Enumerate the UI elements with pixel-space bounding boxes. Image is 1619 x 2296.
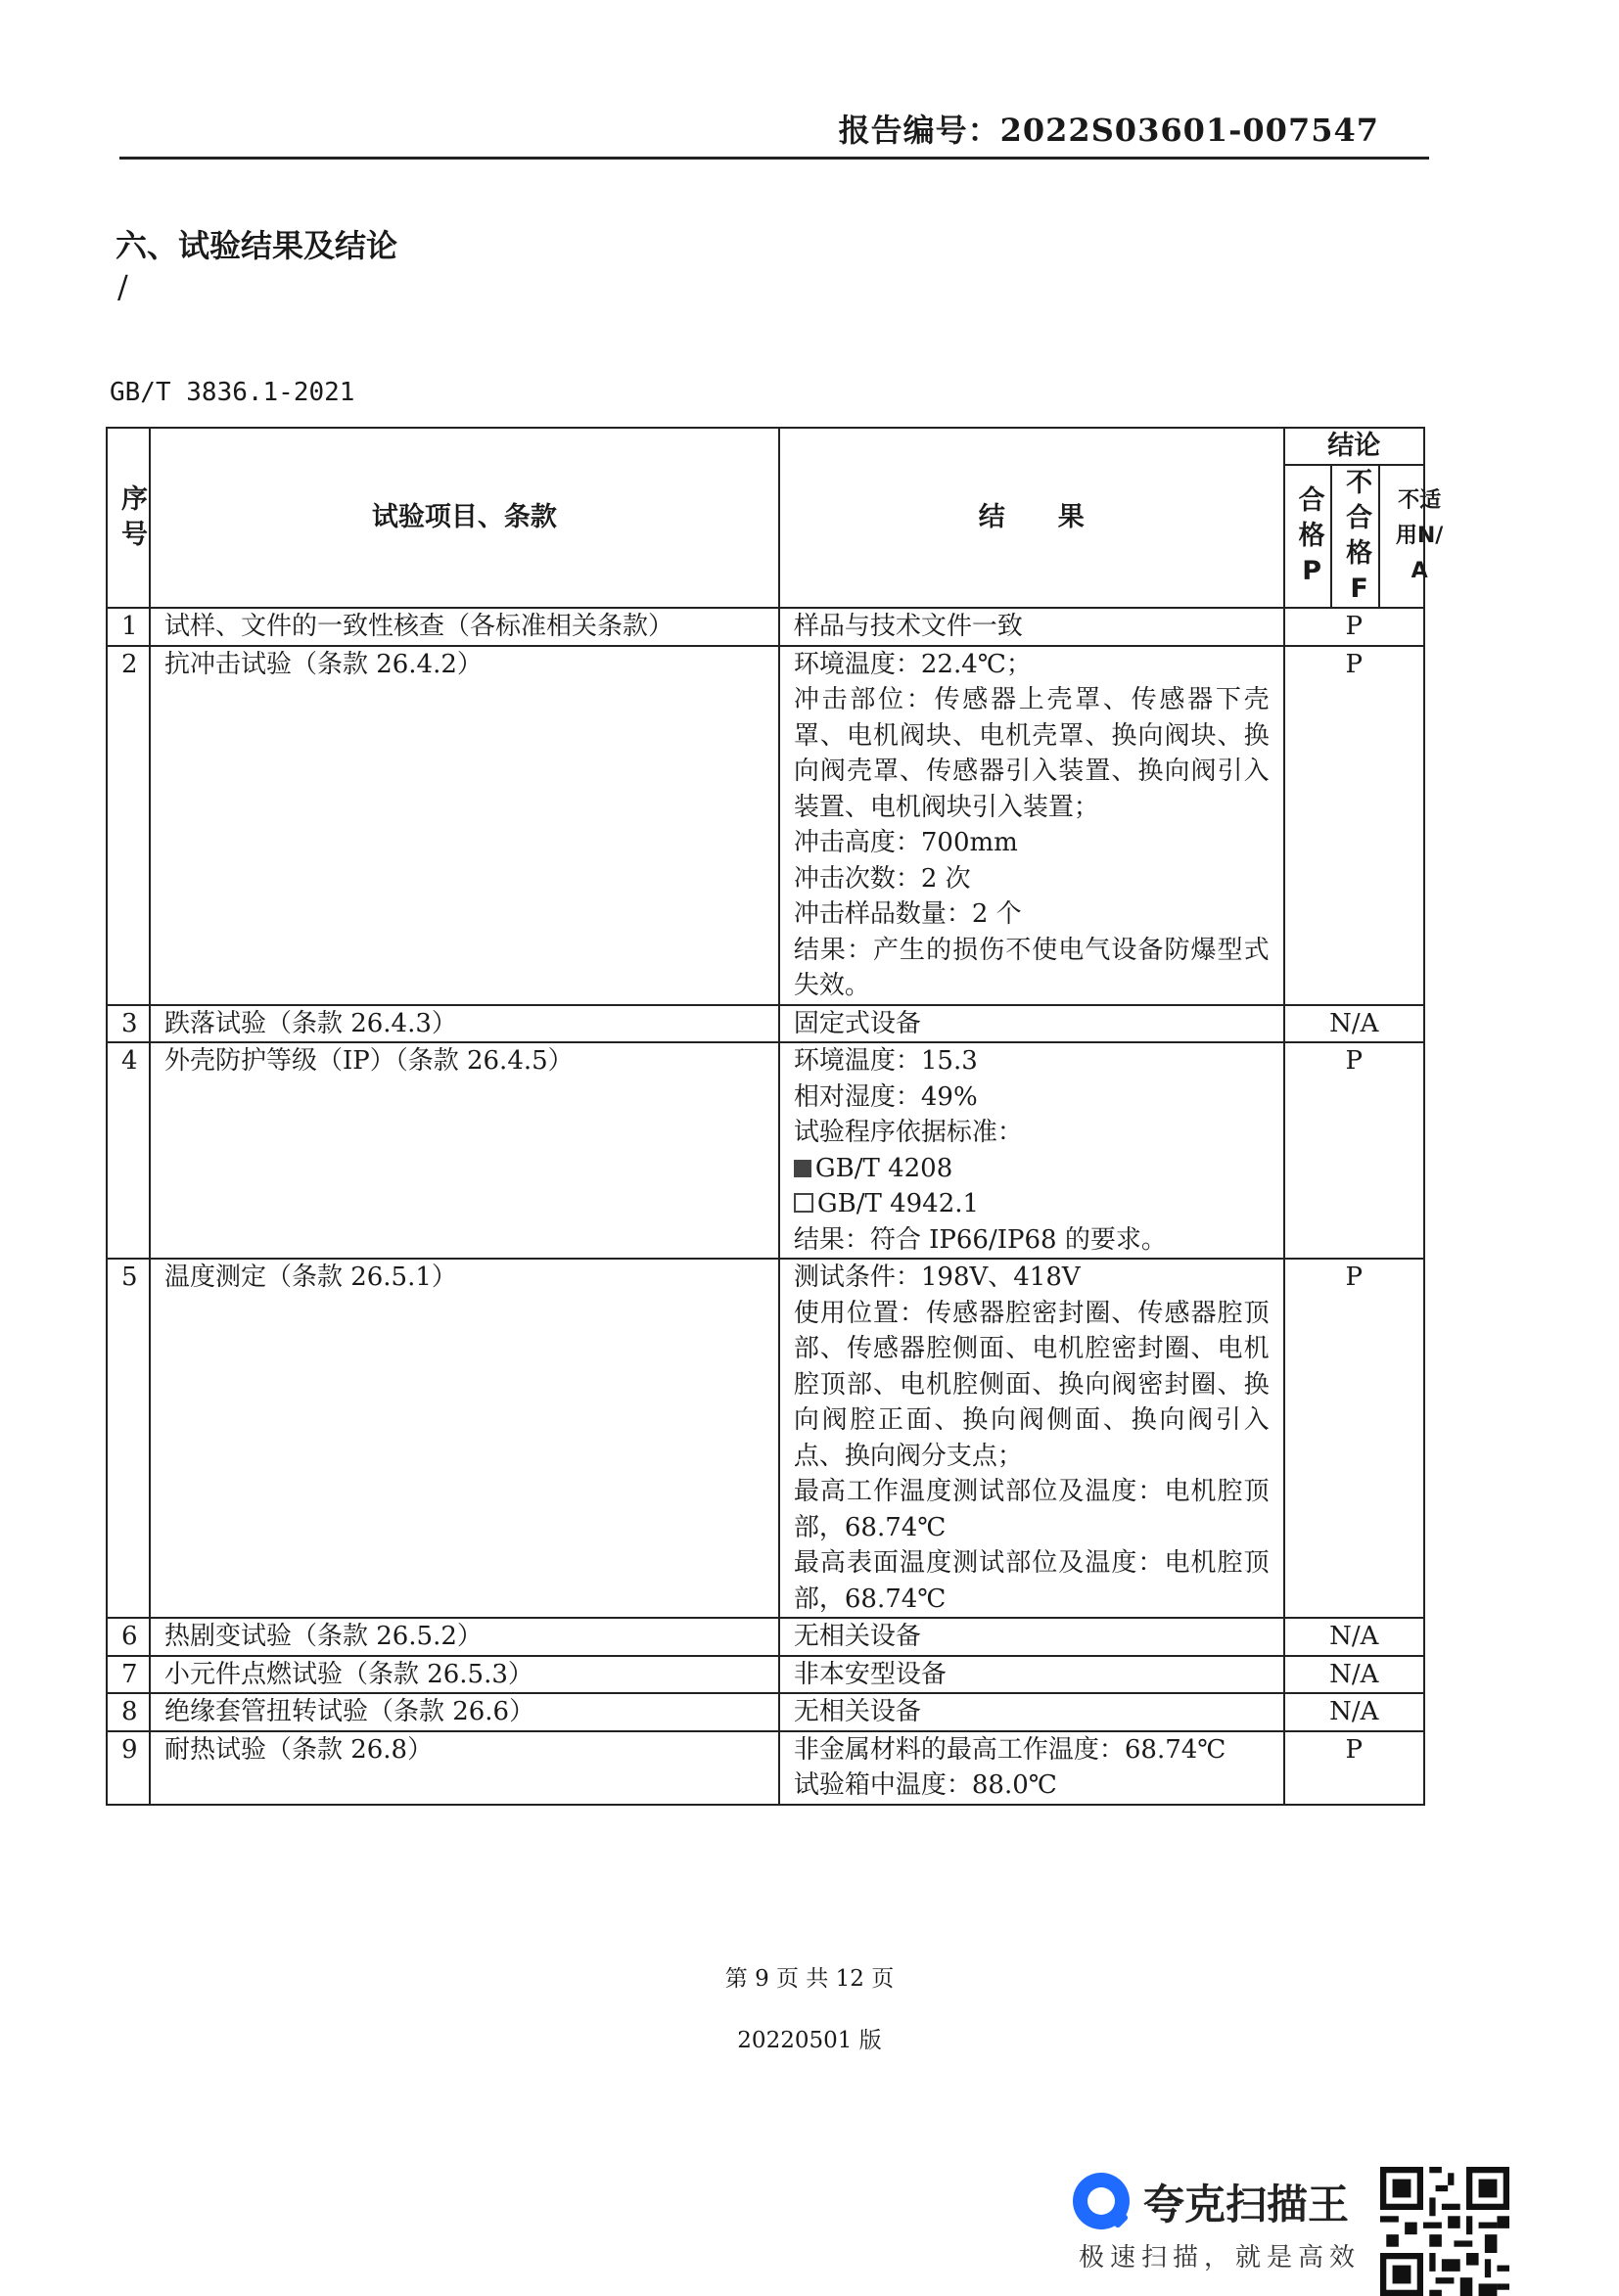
table-row	[107, 1259, 1424, 1618]
result-line: 非本安型设备	[793, 1659, 947, 1689]
header-no-text: 序号	[121, 484, 148, 550]
row-conclusion: P	[1284, 646, 1424, 1005]
result-line: 结果：产生的损伤不使电气设备防爆型式失效。	[793, 935, 1270, 1000]
result-line: 环境温度：15.3	[793, 1046, 978, 1076]
checkbox-unchecked-icon	[794, 1193, 813, 1213]
row-number: 7	[107, 1656, 150, 1694]
header-na-text: 不适用N/A	[1395, 488, 1444, 583]
standard-id: GB/T 3836.1-2021	[110, 378, 355, 407]
header-na	[1379, 465, 1444, 608]
row-conclusion: N/A	[1284, 1656, 1424, 1694]
row-result	[779, 1259, 1284, 1618]
header-fail-text: 不合格F	[1346, 468, 1373, 604]
result-line: 无相关设备	[793, 1697, 921, 1726]
result-line: 非金属材料的最高工作温度：68.74℃	[793, 1734, 1226, 1765]
row-result	[779, 1005, 1284, 1043]
section-slash: /	[117, 268, 128, 305]
row-conclusion: P	[1284, 1731, 1424, 1805]
result-line: 试验箱中温度：88.0℃	[793, 1770, 1057, 1800]
section-title: 六、试验结果及结论	[116, 227, 398, 264]
row-item: 小元件点燃试验（条款 26.5.3）	[150, 1656, 779, 1694]
row-number: 3	[107, 1005, 150, 1043]
table-row	[107, 1005, 1424, 1043]
result-line: 固定式设备	[793, 1008, 921, 1038]
row-item: 绝缘套管扭转试验（条款 26.6）	[150, 1693, 779, 1731]
row-conclusion: P	[1284, 608, 1424, 646]
checkbox-checked-icon	[794, 1160, 811, 1177]
row-item: 抗冲击试验（条款 26.4.2）	[150, 646, 779, 1005]
row-number: 6	[107, 1618, 150, 1656]
row-conclusion: N/A	[1284, 1005, 1424, 1043]
result-line: 使用位置：传感器腔密封圈、传感器腔顶部、传感器腔侧面、电机腔密封圈、电机腔顶部、电机腔侧面、换向阀密封圈、换向阀腔正面、换向阀侧面、换向阀引入点、换向阀分支点；	[793, 1298, 1270, 1471]
row-conclusion: N/A	[1284, 1618, 1424, 1656]
row-result	[779, 1618, 1284, 1656]
result-line: 样品与技术文件一致	[793, 612, 1023, 641]
row-item: 耐热试验（条款 26.8）	[150, 1731, 779, 1805]
row-item: 热剧变试验（条款 26.5.2）	[150, 1618, 779, 1656]
result-line: 冲击次数：2 次	[793, 863, 971, 894]
row-conclusion: N/A	[1284, 1693, 1424, 1731]
table-row	[107, 1693, 1424, 1731]
row-result	[779, 1042, 1284, 1259]
table-row	[107, 1656, 1424, 1694]
result-line: 环境温度：22.4℃；	[793, 649, 1032, 679]
report-number-value: 2022S03601-007547	[999, 112, 1379, 149]
row-item: 跌落试验（条款 26.4.3）	[150, 1005, 779, 1043]
table-row	[107, 1042, 1424, 1259]
header-rule	[119, 157, 1429, 160]
row-number: 9	[107, 1731, 150, 1805]
header-conclusion: 结论	[1284, 428, 1424, 465]
report-number	[839, 106, 1379, 151]
row-number: 2	[107, 646, 150, 1005]
result-line: 相对湿度：49%	[793, 1081, 978, 1112]
header-no	[107, 428, 150, 608]
results-table	[106, 427, 1444, 1806]
result-line: 冲击高度：700mm	[793, 828, 1018, 857]
table-row	[107, 1731, 1424, 1805]
row-item: 外壳防护等级（IP）（条款 26.4.5）	[150, 1042, 779, 1259]
row-number: 8	[107, 1693, 150, 1731]
row-result	[779, 1731, 1284, 1805]
result-line: 测试条件：198V、418V	[793, 1263, 1081, 1292]
header-item: 试验项目、条款	[150, 428, 779, 608]
check-line	[794, 1151, 1270, 1187]
scanner-badge	[1067, 2165, 1380, 2273]
scanner-name: 夸克扫描王	[1143, 2181, 1350, 2228]
table-row	[107, 1618, 1424, 1656]
row-result	[779, 1656, 1284, 1694]
table-row	[107, 646, 1424, 1005]
row-number: 1	[107, 608, 150, 646]
row-item: 试样、文件的一致性核查（各标准相关条款）	[150, 608, 779, 646]
header-fail	[1331, 465, 1379, 608]
qr-code-icon	[1380, 2167, 1509, 2296]
page-info: 第 9 页 共 12 页	[724, 1966, 895, 1992]
row-number: 4	[107, 1042, 150, 1259]
row-result	[779, 608, 1284, 646]
row-result	[779, 646, 1284, 1005]
row-conclusion: P	[1284, 1042, 1424, 1259]
table-row	[107, 608, 1424, 646]
header-pass-text: 合格P	[1298, 485, 1325, 586]
check-label: GB/T 4942.1	[816, 1189, 980, 1218]
row-result	[779, 1693, 1284, 1731]
row-item: 温度测定（条款 26.5.1）	[150, 1259, 779, 1618]
result-line: 最高工作温度测试部位及温度：电机腔顶部，68.74℃	[793, 1477, 1270, 1542]
scanner-logo-icon	[1073, 2173, 1130, 2229]
scanner-slogan: 极速扫描，就是高效	[1079, 2243, 1362, 2273]
header-result: 结 果	[779, 428, 1284, 608]
result-line: 冲击样品数量：2 个	[793, 899, 1022, 929]
check-label: GB/T 4208	[814, 1153, 953, 1183]
row-number: 5	[107, 1259, 150, 1618]
result-line: 冲击部位：传感器上壳罩、传感器下壳罩、电机阀块、电机壳罩、换向阀块、换向阀壳罩、传感器引入装置、换向阀引入装置、电机阀块引入装置；	[793, 685, 1270, 822]
result-line: 最高表面温度测试部位及温度：电机腔顶部，68.74℃	[793, 1548, 1270, 1614]
result-line: 试验程序依据标准：	[793, 1118, 1023, 1147]
row-conclusion: P	[1284, 1259, 1424, 1618]
report-number-label: 报告编号：	[838, 112, 1000, 149]
version-label: 20220501 版	[737, 2028, 882, 2053]
result-line: 无相关设备	[793, 1622, 921, 1651]
result-line: 结果：符合 IP66/IP68 的要求。	[793, 1224, 1167, 1255]
header-pass	[1284, 465, 1332, 608]
check-line	[794, 1186, 1270, 1222]
